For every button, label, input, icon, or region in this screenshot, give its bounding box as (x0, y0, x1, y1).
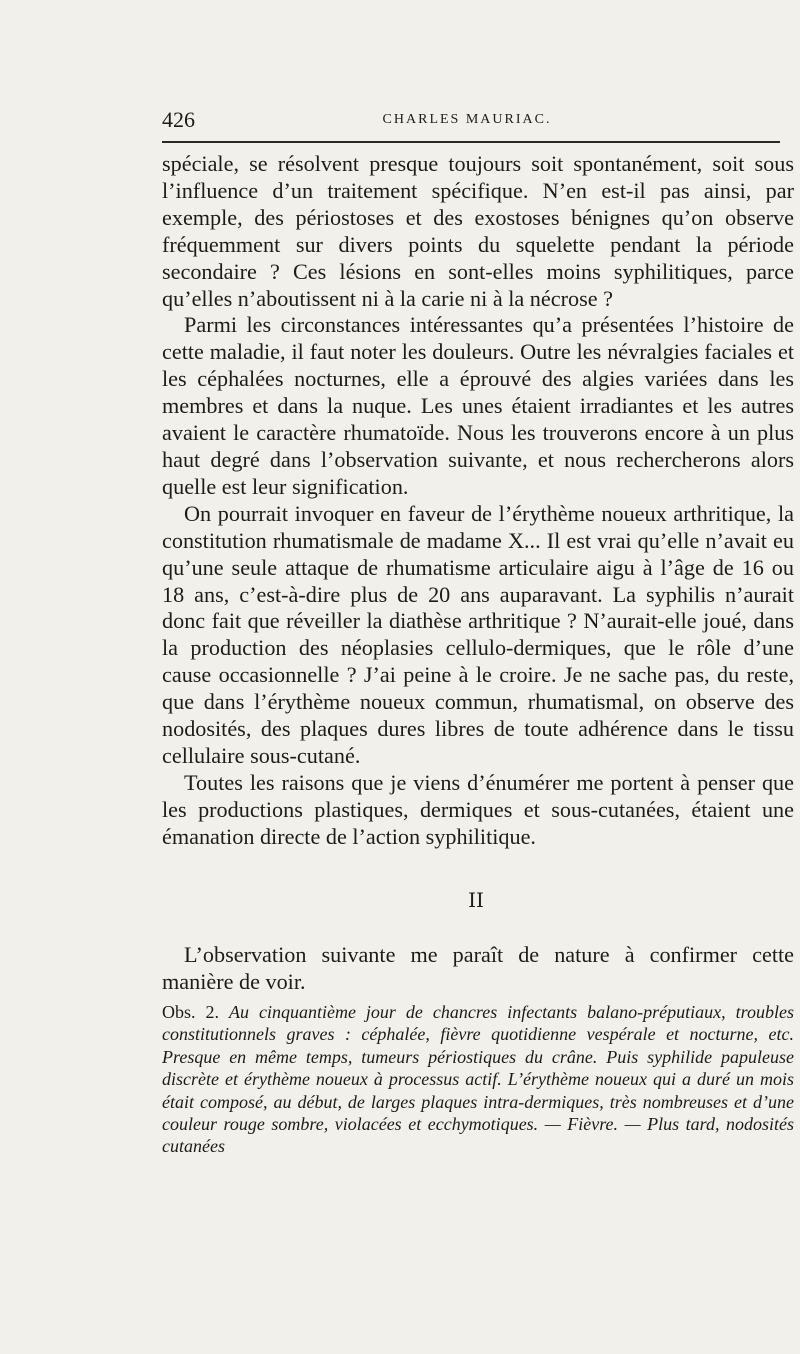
header-rule (162, 141, 780, 143)
paragraph: spéciale, se résolvent presque toujours soit spontanément, soit sous l’influence d’un traitement spécifique. N’en est-il pas ainsi, par exemple, des périostoses et des exostoses bénignes qu’on observe fréquemment sur divers points du squelette pendant la période secondaire ? Ces lésions en sont-elles moins syphilitiques, parce qu’elles n’aboutissent ni à la carie ni à la nécrose ? (162, 151, 794, 311)
section-heading (0, 888, 800, 912)
observation-text: Au cinquantième jour de chancres infectants balano-préputiaux, troubles constitutionnels graves : céphalée, fièvre quotidienne vespérale et nocturne, etc. Presque en même temps, tumeurs périostiques du crâne. Puis syphilide papuleuse discrète et érythème noueux à processus actif. L’érythème noueux qui a duré un mois était composé, au début, de larges plaques intra-dermiques, très nombreuses et d’une couleur rouge sombre, violacées et ecchymotiques. — Fièvre. — Plus tard, nodosités cutanées (162, 1002, 794, 1157)
observation-block (162, 1001, 794, 1158)
running-head: CHARLES MAURIAC. (382, 112, 552, 127)
section-number: II (468, 888, 484, 912)
paragraph: On pourrait invoquer en faveur de l’érythème noueux arthritique, la constitution rhumatismale de madame X... Il est vrai qu’elle n’avait eu qu’une seule attaque de rhumatisme articulaire aigu à l’âge de 16 ou 18 ans, c’est-à-dire plus de 20 ans auparavant. La syphilis n’aurait donc fait que réveiller la diathèse arthritique ? N’aurait-elle joué, dans la production des néoplasies cellulo-dermiques, que le rôle d’une cause occasionnelle ? J’ai peine à le croire. Je ne sache pas, du reste, que dans l’érythème noueux commun, rhumatismal, on observe des nodosités, des plaques dures libres de toute adhérence dans le tissu cellulaire sous-cutané. (162, 500, 794, 768)
paragraph: Toutes les raisons que je viens d’énumérer me portent à penser que les productions plastiques, dermiques et sous-cutanées, étaient une émanation directe de l’action syphilitique. (162, 769, 794, 849)
section-intro (162, 942, 794, 996)
page-header (162, 107, 772, 135)
paragraph: L’observation suivante me paraît de nature à confirmer cette manière de voir. (162, 942, 794, 994)
observation-label: Obs. 2. (162, 1002, 229, 1022)
body-text (162, 151, 794, 851)
paragraph: Parmi les circonstances intéressantes qu’a présentées l’histoire de cette maladie, il faut noter les douleurs. Outre les névralgies faciales et les céphalées nocturnes, elle a éprouvé des algies variées dans les membres et dans la nuque. Les unes étaient irradiantes et les autres avaient le caractère rhumatoïde. Nous les trouverons encore à un plus haut degré dans l’observation suivante, et nous rechercherons alors quelle est leur signification. (162, 312, 794, 499)
page-number: 426 (162, 107, 195, 132)
